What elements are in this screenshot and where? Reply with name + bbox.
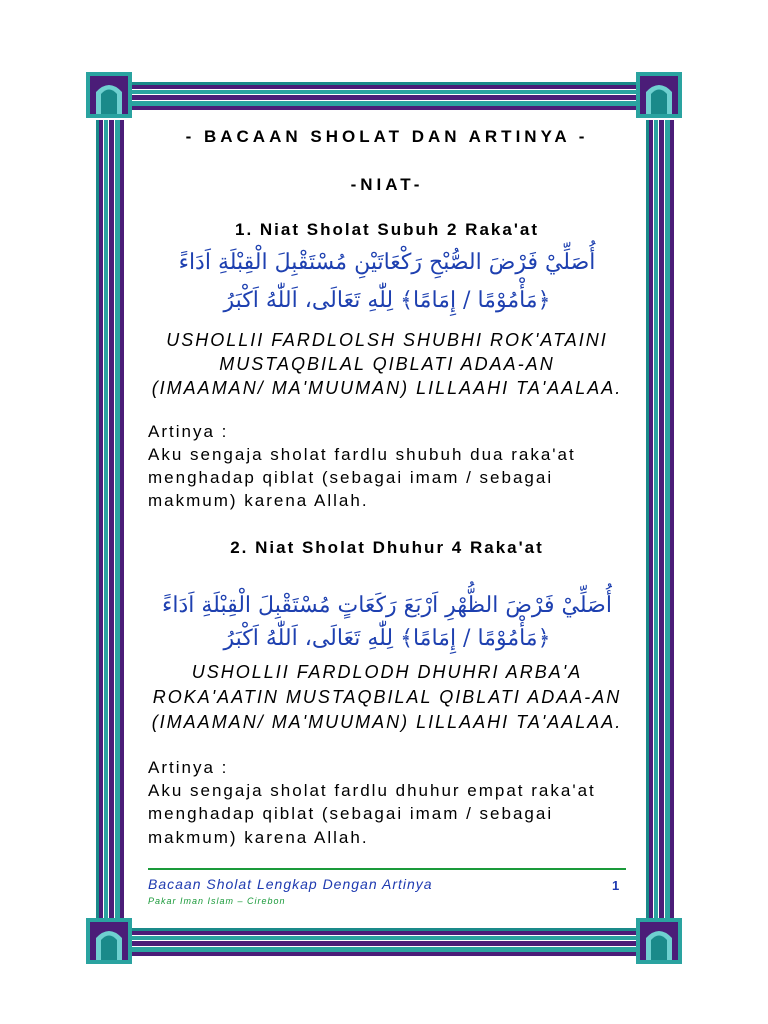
frame-corner-bottom-left-icon <box>86 918 132 964</box>
meaning-text: Aku sengaja sholat fardlu dhuhur empat raka'at <box>148 781 596 800</box>
meaning-label: Artinya : <box>148 422 229 441</box>
frame-bottom-bar <box>120 928 648 956</box>
latin-transliteration: USHOLLII FARDLOLSH SHUBHI ROK'ATAINI <box>166 330 608 350</box>
latin-transliteration: (IMAAMAN/ MA'MUUMAN) LILLAAHI TA'AALAA. <box>151 712 623 732</box>
page-title: - BACAAN SHOLAT DAN ARTINYA - <box>185 127 589 146</box>
frame-right-bar <box>646 120 674 920</box>
section-heading: 2. Niat Sholat Dhuhur 4 Raka'at <box>230 538 544 557</box>
frame-corner-top-left-icon <box>86 72 132 118</box>
meaning-text: makmum) karena Allah. <box>148 491 369 510</box>
latin-transliteration: USHOLLII FARDLODH DHUHRI ARBA'A <box>191 662 583 682</box>
arabic-text: أُصَلِّيْ فَرْضَ الصُّبْحِ رَكْعَاتَيْنِ مُسْتَقْبِلَ الْقِبْلَةِ اَدَاءً <box>178 250 596 275</box>
section-heading: 1. Niat Sholat Subuh 2 Raka'at <box>235 220 539 239</box>
frame-top-bar <box>120 82 648 110</box>
meaning-text: menghadap qiblat (sebagai imam / sebagai <box>148 804 554 823</box>
meaning-text: Aku sengaja sholat fardlu shubuh dua raka'at <box>148 445 576 464</box>
frame-corner-bottom-right-icon <box>636 918 682 964</box>
meaning-label: Artinya : <box>148 758 229 777</box>
latin-transliteration: MUSTAQBILAL QIBLATI ADAA-AN <box>219 354 555 374</box>
footer-divider <box>148 868 626 870</box>
page-number: 1 <box>612 878 620 893</box>
arabic-text: ﴿مَأْمُوْمًا / إِمَامًا﴾ لِلّٰهِ تَعَالَى، اَللّٰهُ اَكْبَرُ <box>223 288 551 313</box>
page-subtitle: -NIAT- <box>350 175 424 194</box>
frame-corner-top-right-icon <box>636 72 682 118</box>
frame-left-bar <box>96 120 124 920</box>
arabic-text: أُصَلِّيْ فَرْضَ الظُّهْرِ اَرْبَعَ رَكَعَاتٍ مُسْتَقْبِلَ الْقِبْلَةِ اَدَاءً <box>162 593 612 618</box>
latin-transliteration: (IMAAMAN/ MA'MUUMAN) LILLAAHI TA'AALAA. <box>151 378 623 398</box>
meaning-text: menghadap qiblat (sebagai imam / sebagai <box>148 468 554 487</box>
latin-transliteration: ROKA'AATIN MUSTAQBILAL QIBLATI ADAA-AN <box>152 687 622 707</box>
footer-subtitle: Pakar Iman Islam – Cirebon <box>148 896 286 906</box>
meaning-text: makmum) karena Allah. <box>148 828 369 847</box>
footer-title: Bacaan Sholat Lengkap Dengan Artinya <box>148 876 433 892</box>
arabic-text: ﴿مَأْمُوْمًا / إِمَامًا﴾ لِلّٰهِ تَعَالَى، اَللّٰهُ اَكْبَرُ <box>223 626 551 651</box>
